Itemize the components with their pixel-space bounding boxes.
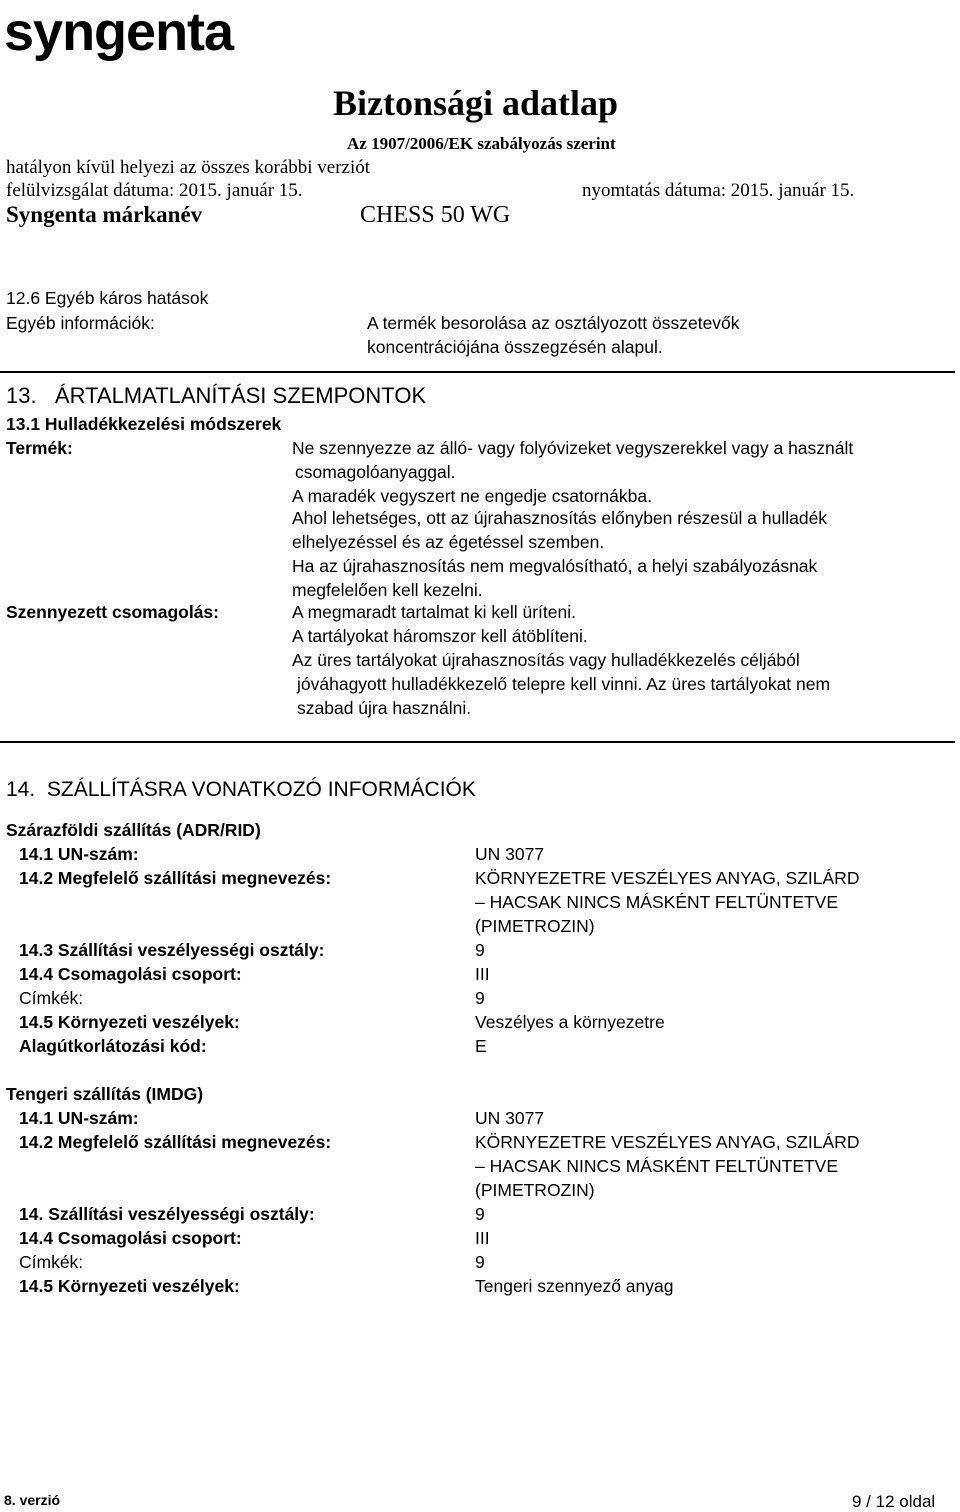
env-hazard-value: Tengeri szennyező anyag bbox=[475, 1276, 674, 1296]
disposal-text: A maradék vegyszert ne engedje csatornákba. bbox=[292, 486, 652, 506]
disposal-text: megfelelően kell kezelni. bbox=[292, 580, 483, 600]
syngenta-logo bbox=[4, 0, 233, 64]
packing-group-label: 14.4 Csomagolási csoport: bbox=[19, 1228, 242, 1248]
packing-group-value: III bbox=[475, 1228, 490, 1248]
revision-date: felülvizsgálat dátuma: 2015. január 15. bbox=[6, 180, 303, 201]
hazard-class-label: 14.3 Szállítási veszélyességi osztály: bbox=[19, 940, 325, 960]
un-number-label: 14.1 UN-szám: bbox=[19, 1108, 139, 1128]
section-13-1-heading: 13.1 Hulladékkezelési módszerek bbox=[6, 414, 282, 434]
un-number-value: UN 3077 bbox=[475, 844, 545, 864]
section-13-heading: 13. ÁRTALMATLANÍTÁSI SZEMPONTOK bbox=[6, 383, 427, 408]
packaging-text: Az üres tartályokat újrahasznosítás vagy hulladékkezelés céljából bbox=[292, 650, 800, 670]
packaging-text: A megmaradt tartalmat ki kell üríteni. bbox=[292, 602, 576, 622]
labels-label: Címkék: bbox=[19, 988, 84, 1008]
sea-transport-title: Tengeri szállítás (IMDG) bbox=[6, 1084, 204, 1104]
packing-group-value: III bbox=[475, 964, 490, 984]
env-hazard-label: 14.5 Környezeti veszélyek: bbox=[19, 1276, 240, 1296]
land-transport-title: Szárazföldi szállítás (ADR/RID) bbox=[6, 820, 261, 840]
logo-text: syngenta bbox=[4, 2, 234, 62]
page-number: 9 / 12 oldal bbox=[852, 1492, 936, 1511]
product-name: CHESS 50 WG bbox=[360, 202, 511, 228]
tunnel-code-label: Alagútkorlátozási kód: bbox=[19, 1036, 207, 1056]
disposal-text: elhelyezéssel és az égetéssel szemben. bbox=[292, 532, 605, 552]
shipping-name-label: 14.2 Megfelelő szállítási megnevezés: bbox=[19, 868, 332, 888]
version-label: 8. verzió bbox=[4, 1492, 61, 1508]
packaging-text: szabad újra használni. bbox=[297, 698, 472, 718]
other-info-text: koncentrációjána összegzésén alapul. bbox=[367, 337, 663, 357]
packing-group-label: 14.4 Csomagolási csoport: bbox=[19, 964, 242, 984]
packaging-text: A tartályokat háromszor kell átöblíteni. bbox=[292, 626, 588, 646]
section-divider bbox=[0, 371, 955, 373]
other-info-label: Egyéb információk: bbox=[6, 313, 155, 333]
disposal-text: Ne szennyezze az álló- vagy folyóvizeket vegyszerekkel vagy a használt bbox=[292, 438, 854, 458]
shipping-name-value: (PIMETROZIN) bbox=[475, 1180, 595, 1200]
regulation-reference: Az 1907/2006/EK szabályozás szerint bbox=[347, 134, 616, 153]
brand-label: Syngenta márkanév bbox=[6, 202, 203, 227]
shipping-name-value: (PIMETROZIN) bbox=[475, 916, 595, 936]
shipping-name-value: KÖRNYEZETRE VESZÉLYES ANYAG, SZILÁRD bbox=[475, 1132, 860, 1152]
labels-value: 9 bbox=[475, 988, 485, 1008]
un-number-label: 14.1 UN-szám: bbox=[19, 844, 139, 864]
section-12-6-heading: 12.6 Egyéb káros hatások bbox=[6, 288, 209, 308]
hazard-class-value: 9 bbox=[475, 1204, 485, 1224]
labels-label: Címkék: bbox=[19, 1252, 84, 1272]
section-divider bbox=[0, 741, 955, 743]
un-number-value: UN 3077 bbox=[475, 1108, 545, 1128]
document-title: Biztonsági adatlap bbox=[333, 83, 619, 123]
shipping-name-value: – HACSAK NINCS MÁSKÉNT FELTÜNTETVE bbox=[475, 1156, 839, 1176]
packaging-text: jóváhagyott hulladékkezelő telepre kell vinni. Az üres tartályokat nem bbox=[297, 674, 831, 694]
packaging-label: Szennyezett csomagolás: bbox=[6, 602, 219, 622]
disposal-text: csomagolóanyaggal. bbox=[295, 462, 456, 482]
disposal-text: Ahol lehetséges, ott az újrahasznosítás előnyben részesül a hulladék bbox=[292, 508, 828, 528]
shipping-name-label: 14.2 Megfelelő szállítási megnevezés: bbox=[19, 1132, 332, 1152]
other-info-text: A termék besorolása az osztályozott összetevők bbox=[367, 313, 740, 333]
hazard-class-label: 14. Szállítási veszélyességi osztály: bbox=[19, 1204, 315, 1224]
print-date: nyomtatás dátuma: 2015. január 15. bbox=[582, 180, 855, 201]
product-label: Termék: bbox=[6, 438, 73, 458]
tunnel-code-value: E bbox=[475, 1036, 487, 1056]
section-14-heading: 14. SZÁLLÍTÁSRA VONATKOZÓ INFORMÁCIÓK bbox=[6, 778, 476, 801]
supersedes-note: hatályon kívül helyezi az összes korábbi verziót bbox=[6, 157, 371, 178]
shipping-name-value: KÖRNYEZETRE VESZÉLYES ANYAG, SZILÁRD bbox=[475, 868, 860, 888]
env-hazard-label: 14.5 Környezeti veszélyek: bbox=[19, 1012, 240, 1032]
disposal-text: Ha az újrahasznosítás nem megvalósítható, a helyi szabályozásnak bbox=[292, 556, 818, 576]
env-hazard-value: Veszélyes a környezetre bbox=[475, 1012, 665, 1032]
hazard-class-value: 9 bbox=[475, 940, 485, 960]
shipping-name-value: – HACSAK NINCS MÁSKÉNT FELTÜNTETVE bbox=[475, 892, 839, 912]
labels-value: 9 bbox=[475, 1252, 485, 1272]
